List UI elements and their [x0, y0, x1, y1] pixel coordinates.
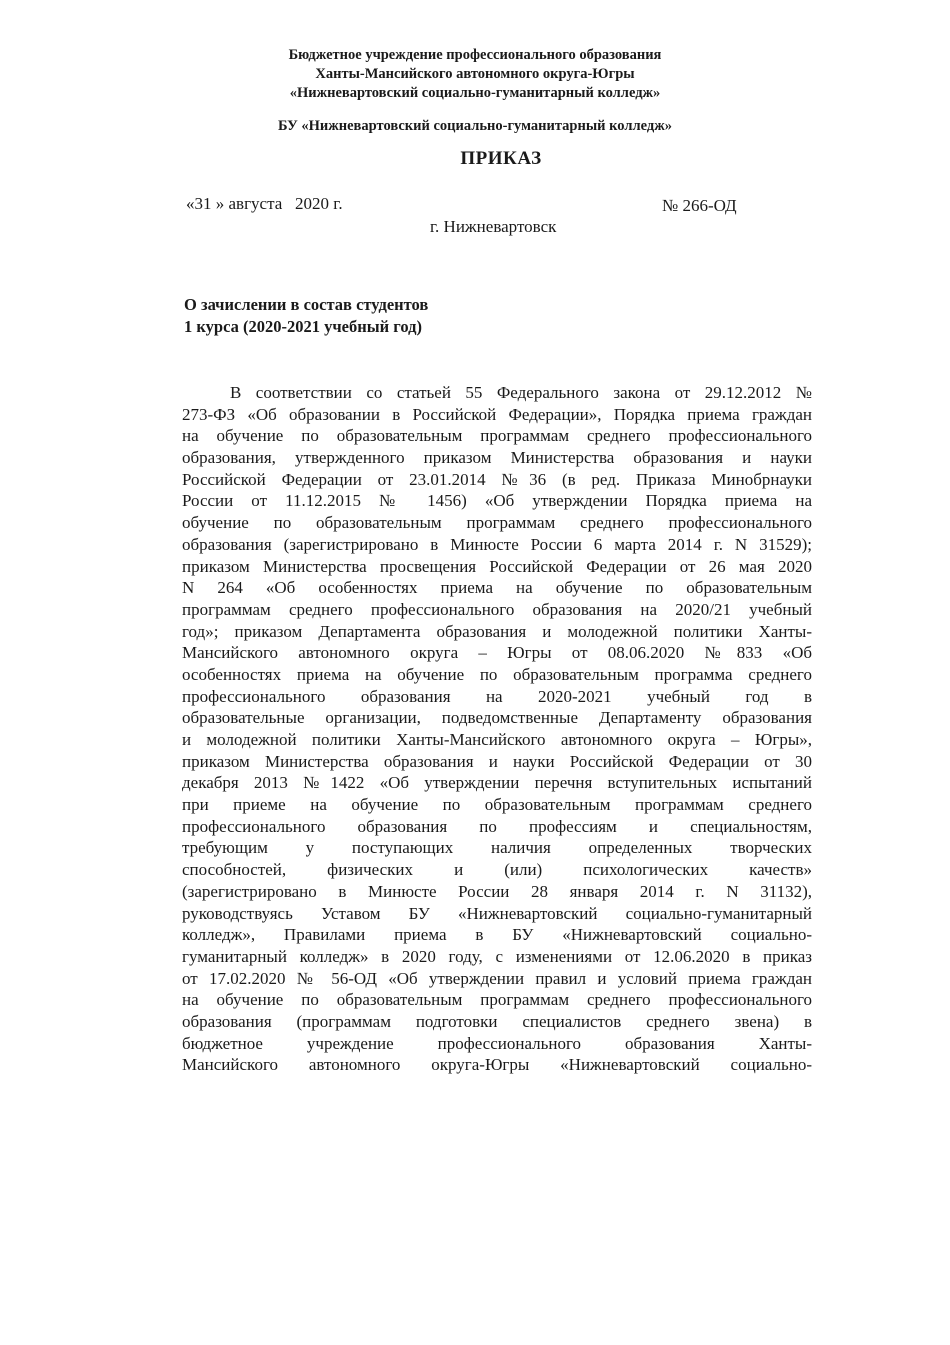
organization-short-name: БУ «Нижневартовский социально-гуманитарный колледж»: [278, 118, 672, 134]
body-line: Мансийского автономного округа – Югры от 08.06.2020 №833 «Об: [182, 643, 812, 663]
body-line: программам среднего профессионального образования на 2020/21 учебный: [182, 599, 812, 619]
body-line: колледж», Правилами приема в БУ «Нижневартовский социально-: [182, 925, 812, 945]
body-line: В соответствии со статьей 55 Федерального закона от 29.12.2012 №: [230, 383, 812, 402]
body-line: профессионального образования по профессиям и специальностям,: [182, 816, 812, 836]
document-type-title: ПРИКАЗ: [460, 148, 542, 169]
body-line: и молодежной политики Ханты-Мансийского автономного округа – Югры»,: [182, 730, 812, 749]
body-line: образования (программам подготовки специалистов среднего звена) в: [182, 1011, 812, 1031]
document-subject: [184, 294, 428, 338]
body-line: приказом Министерства просвещения Российской Федерации от 26 мая 2020: [182, 556, 812, 576]
body-line: образования, утвержденного приказом Министерства образования и науки: [182, 448, 812, 468]
organization-header: [0, 46, 950, 103]
body-line: (зарегистрировано в Минюсте России 28 января 2014 г. N 31132),: [182, 881, 812, 901]
body-line: N 264 «Об особенностях приема на обучение по образовательным: [182, 578, 812, 598]
body-line: на обучение по образовательным программам среднего профессионального: [182, 426, 812, 446]
body-line: Российской Федерации от 23.01.2014 №36 (в ред. Приказа Минобрнауки: [182, 469, 812, 489]
document-date: «31 » августа 2020 г.: [186, 194, 343, 213]
org-line: Бюджетное учреждение профессионального образования: [288, 47, 662, 63]
document-body: [182, 382, 812, 1076]
body-line: образования (зарегистрировано в Минюсте России 6 марта 2014 г. N 31529);: [182, 534, 812, 554]
org-line: «Нижневартовский социально-гуманитарный колледж»: [289, 85, 661, 101]
document-number: № 266-ОД: [662, 196, 737, 215]
subject-line: О зачислении в состав студентов: [184, 295, 429, 314]
body-line: 273-ФЗ «Об образовании в Российской Федерации», Порядка приема граждан: [182, 404, 812, 424]
body-line: руководствуясь Уставом БУ «Нижневартовский социально-гуманитарный: [182, 903, 812, 923]
body-line: образовательные организации, подведомственные Департаменту образования: [182, 708, 812, 728]
body-line: от 17.02.2020 № 56-ОД «Об утверждении правил и условий приема граждан: [182, 968, 812, 988]
body-line: России от 11.12.2015 № 1456) «Об утверждении Порядка приема на: [182, 491, 812, 511]
body-line: требующим у поступающих наличия определенных творческих: [182, 838, 812, 858]
body-line: год»; приказом Департамента образования и молодежной политики Ханты-: [182, 621, 812, 641]
document-city: г. Нижневартовск: [430, 217, 557, 236]
body-line: гуманитарный колледж» в 2020 году, с изменениями от 12.06.2020 в приказ: [182, 946, 812, 966]
body-line: профессионального образования на 2020-2021 учебный год в: [182, 686, 812, 706]
body-line: декабря 2013 №1422 «Об утверждении перечня вступительных испытаний: [182, 773, 812, 793]
body-line: особенностях приема на обучение по образовательным программа среднего: [182, 664, 812, 684]
body-line: Мансийского автономного округа-Югры «Нижневартовский социально-: [182, 1055, 812, 1075]
body-line: бюджетное учреждение профессионального образования Ханты-: [182, 1033, 812, 1053]
body-line: при приеме на обучение по образовательным программам среднего: [182, 795, 812, 815]
body-line: приказом Министерства образования и науки Российской Федерации от 30: [182, 751, 812, 771]
body-line: способностей, физических и (или) психологических качеств»: [182, 860, 812, 880]
body-line: на обучение по образовательным программам среднего профессионального: [182, 990, 812, 1010]
body-line: обучение по образовательным программам среднего профессионального: [182, 513, 812, 533]
org-line: Ханты-Мансийского автономного округа-Югры: [315, 66, 635, 82]
subject-line: 1 курса (2020-2021 учебный год): [184, 317, 422, 336]
